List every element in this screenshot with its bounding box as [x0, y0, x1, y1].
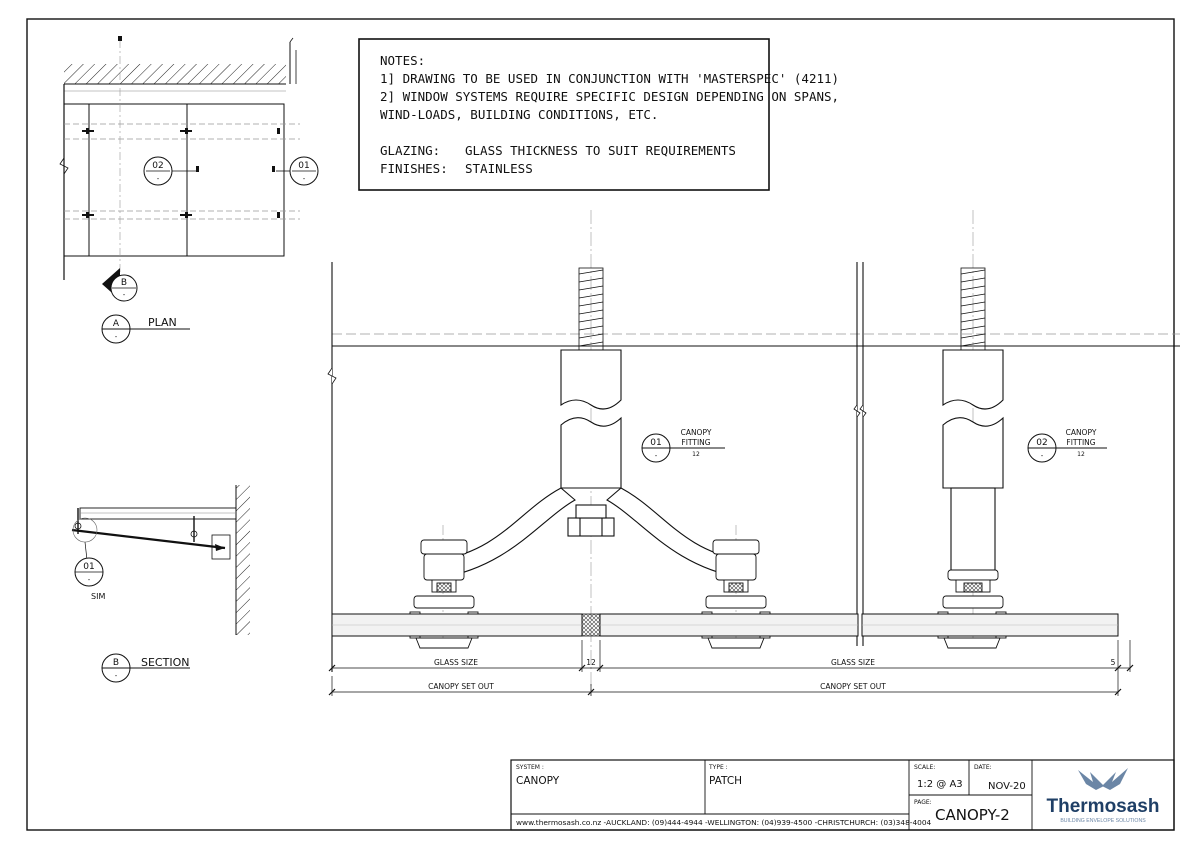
callout-01-line2: FITTING: [681, 438, 711, 447]
plan-bubble-01-sheet: -: [302, 175, 306, 183]
finishes-value: STAINLESS: [465, 161, 533, 176]
finishes-label: FINISHES:: [380, 161, 448, 176]
plan-bubble-02-id: 02: [152, 161, 164, 171]
section-detail-bubble-01[interactable]: [75, 542, 105, 601]
plan-detail-bubble-01[interactable]: [276, 157, 318, 185]
section-sim-label: SIM: [91, 592, 106, 601]
plan-view-title: [102, 315, 190, 343]
section-view-title: [102, 654, 190, 682]
section-title-text: SECTION: [141, 656, 190, 669]
dim-setout-left: CANOPY SET OUT: [428, 682, 494, 691]
brand-logo[interactable]: [1047, 768, 1160, 824]
bird-logo-icon: [1078, 768, 1128, 790]
section-marker-b[interactable]: [102, 268, 137, 301]
callout-02-line2: FITTING: [1066, 438, 1096, 447]
section-bubble-sheet: -: [87, 576, 91, 584]
section-view-sheet: -: [114, 672, 118, 680]
plan-view: [60, 36, 300, 300]
callout-02-scale: 12: [1077, 451, 1085, 458]
dim-glass-size-left: GLASS SIZE: [433, 658, 479, 667]
contact-line: www.thermosash.co.nz -AUCKLAND: (09)444-4944 -WELLINGTON: (04)939-4500 -CHRISTCHURCH: (03)348-4004: [516, 818, 932, 827]
section-bubble-id: 01: [83, 562, 95, 572]
scale-label: SCALE:: [914, 764, 936, 771]
system-label: SYSTEM :: [516, 764, 544, 771]
callout-02-sheet: -: [1040, 452, 1044, 460]
plan-view-sheet: -: [114, 333, 118, 341]
detail-callout-02[interactable]: [1028, 428, 1107, 462]
section-view-letter: B: [112, 658, 120, 668]
glazing-value: GLASS THICKNESS TO SUIT REQUIREMENTS: [465, 143, 736, 158]
dim-glass-size-right: GLASS SIZE: [830, 658, 876, 667]
callout-02-id: 02: [1036, 438, 1048, 448]
brand-tagline: BUILDING ENVELOPE SOLUTIONS: [1060, 818, 1146, 824]
page-value: CANOPY-2: [935, 806, 1010, 824]
plan-bubble-02-sheet: -: [156, 175, 160, 183]
plan-title-text: PLAN: [148, 316, 177, 329]
date-value: NOV-20: [988, 781, 1026, 792]
callout-01-line1: CANOPY: [680, 428, 712, 437]
callout-01-sheet: -: [654, 452, 658, 460]
date-label: DATE:: [974, 764, 992, 771]
callout-01-id: 01: [650, 438, 662, 448]
detail-callout-01[interactable]: [642, 428, 725, 462]
page-label: PAGE:: [914, 799, 932, 806]
plan-bubble-01-id: 01: [298, 161, 310, 171]
plan-view-letter: A: [112, 319, 120, 329]
dim-edge: 5: [1110, 658, 1116, 667]
callout-02-line1: CANOPY: [1065, 428, 1097, 437]
section-marker-sheet: -: [122, 291, 126, 299]
dim-gap: 12: [586, 658, 596, 667]
type-label: TYPE :: [709, 764, 728, 771]
system-value: CANOPY: [516, 775, 560, 787]
plan-detail-bubble-02[interactable]: [144, 157, 198, 185]
dim-setout-right: CANOPY SET OUT: [820, 682, 886, 691]
notes-line-3: WIND-LOADS, BUILDING CONDITIONS, ETC.: [380, 107, 659, 122]
callout-01-scale: 12: [692, 451, 700, 458]
notes-line-1: 1] DRAWING TO BE USED IN CONJUNCTION WITH 'MASTERSPEC' (4211): [380, 71, 840, 86]
glazing-label: GLAZING:: [380, 143, 441, 158]
type-value: PATCH: [709, 775, 743, 787]
notes-line-2: 2] WINDOW SYSTEMS REQUIRE SPECIFIC DESIGN DEPENDING ON SPANS,: [380, 89, 840, 104]
notes-heading: NOTES:: [380, 53, 426, 68]
brand-name: Thermosash: [1046, 796, 1160, 817]
section-marker-letter: B: [120, 278, 128, 288]
section-view: [72, 485, 250, 635]
notes-box: [359, 39, 839, 190]
scale-value: 1:2 @ A3: [917, 779, 963, 790]
